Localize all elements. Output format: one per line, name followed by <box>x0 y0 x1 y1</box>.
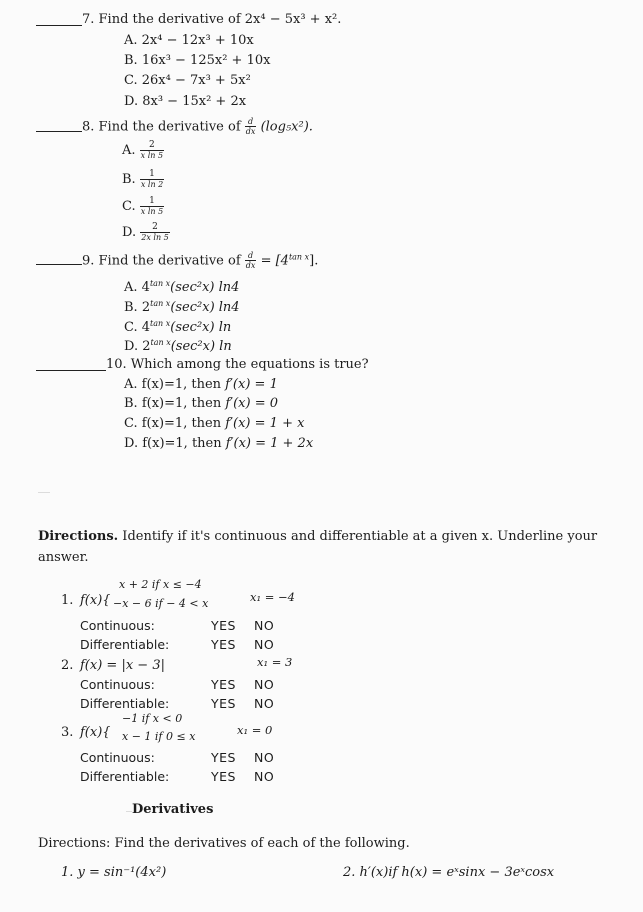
problem-3-continuous-no[interactable]: NO <box>254 750 275 765</box>
problem-2-continuous-no[interactable]: NO <box>254 677 275 692</box>
faint-mark <box>38 492 50 493</box>
q8-option-b <box>122 170 164 189</box>
q8-dx: dx <box>245 127 256 136</box>
problem-1-continuous-label: Continuous: <box>80 618 155 633</box>
question-10: 10. Which among the equations is true? <box>106 357 369 372</box>
q9-exponent: tan x <box>288 252 310 262</box>
q8-option-a-den: x ln 5 <box>140 151 164 160</box>
q10-option-d-text: D. f(x)=1, then <box>124 436 226 451</box>
q10-option-d-expr: f′(x) = 1 + 2x <box>225 436 314 451</box>
problem-3-differentiable-no[interactable]: NO <box>254 769 275 784</box>
problem-2-function: f(x) = |x − 3| <box>80 658 165 673</box>
q7-option-c: C. 26x⁴ − 7x³ + 5x² <box>124 73 251 88</box>
q9-option-b-base: 2 <box>141 300 151 315</box>
q10-option-a <box>124 378 278 391</box>
q8-option-a-letter: A. <box>122 143 136 158</box>
q9-expression: = [4 <box>260 253 289 269</box>
directions-line-1 <box>38 530 597 543</box>
q8-d: d <box>248 117 254 126</box>
problem-1-number: 1. <box>61 593 74 608</box>
q9-option-c-exp: tan x <box>150 319 171 328</box>
derivatives-item-2: 2. h′(x)if h(x) = eˣsinx − 3eˣcosx <box>343 865 555 880</box>
derivatives-item-1: 1. y = sin⁻¹(4x²) <box>61 865 167 880</box>
q10-option-c-expr: f′(x) = 1 + x <box>225 416 305 431</box>
problem-3-continuous-label: Continuous: <box>80 750 155 765</box>
problem-1-differentiable-no[interactable]: NO <box>254 637 275 652</box>
q10-option-a-text: A. f(x)=1, then <box>124 377 226 392</box>
q9-d: d <box>248 251 254 260</box>
q7-option-a: A. 2x⁴ − 12x³ + 10x <box>124 33 254 48</box>
q8-option-b-fraction <box>140 170 164 189</box>
q9-prefix: 9. Find the derivative of <box>82 253 241 269</box>
q9-expression-end: ]. <box>309 253 319 269</box>
q10-option-d <box>124 437 313 450</box>
q9-option-d-rest: (sec²x) ln <box>170 339 232 354</box>
problem-1-piece-1: x + 2 if x ≤ −4 <box>119 578 202 591</box>
q9-option-c-rest: (sec²x) ln <box>170 320 232 335</box>
q9-option-c-base: 4 <box>141 320 151 335</box>
q8-option-a <box>122 141 164 160</box>
q8-option-d-den: 2x ln 5 <box>141 233 169 242</box>
q7-option-b: B. 16x³ − 125x² + 10x <box>124 53 271 68</box>
q9-option-b-exp: tan x <box>150 299 171 308</box>
q9-option-c-letter: C. <box>124 320 138 335</box>
problem-2-differentiable-no[interactable]: NO <box>254 696 275 711</box>
problem-3-function: f(x){ <box>80 725 111 740</box>
q8-expression: (log₅x²). <box>260 119 313 135</box>
q8-option-c-den: x ln 5 <box>140 207 164 216</box>
problem-1-differentiable-label: Differentiable: <box>80 637 170 652</box>
q9-dx: dx <box>245 261 256 270</box>
q10-option-c <box>124 417 304 430</box>
q9-option-d-exp: tan x <box>150 338 171 347</box>
problem-3-piece-1: −1 if x < 0 <box>122 712 183 725</box>
problem-2-differentiable-yes[interactable]: YES <box>211 696 236 711</box>
q9-option-d-base: 2 <box>142 339 151 354</box>
problem-1-point: x₁ = −4 <box>250 590 295 604</box>
problem-1-differentiable-yes[interactable]: YES <box>211 637 236 652</box>
directions-label: Directions. <box>38 529 119 544</box>
answer-blank-q10[interactable] <box>36 370 106 371</box>
problem-2-continuous-yes[interactable]: YES <box>211 677 236 692</box>
directions-line-2: answer. <box>38 550 89 565</box>
q8-derivative-operator <box>245 118 257 136</box>
problem-3-differentiable-label: Differentiable: <box>80 769 170 784</box>
derivatives-directions: Directions: Find the derivatives of each of the following. <box>38 836 410 851</box>
q8-option-d-num: 2 <box>152 222 158 232</box>
problem-3-differentiable-yes[interactable]: YES <box>211 769 236 784</box>
answer-blank-q8[interactable] <box>36 131 82 132</box>
problem-1-continuous-no[interactable]: NO <box>254 618 275 633</box>
q9-option-a-exp: tan x <box>149 279 171 288</box>
q9-derivative-operator <box>245 252 257 270</box>
q8-option-d-letter: D. <box>122 225 137 240</box>
q8-option-d-fraction <box>140 223 170 242</box>
q8-option-a-num: 2 <box>149 140 155 150</box>
q9-option-a-letter: A. <box>124 280 138 295</box>
question-8 <box>82 118 313 136</box>
q9-option-d <box>124 339 232 353</box>
q9-option-a <box>124 280 239 294</box>
q9-option-c <box>124 320 231 334</box>
q8-option-b-letter: B. <box>122 172 136 187</box>
q8-option-c-num: 1 <box>149 196 155 206</box>
problem-3-continuous-yes[interactable]: YES <box>211 750 236 765</box>
problem-3-point: x₁ = 0 <box>237 723 273 737</box>
q8-option-b-den: x ln 2 <box>140 180 164 189</box>
q8-option-c-letter: C. <box>122 199 136 214</box>
q8-option-c <box>122 197 164 216</box>
problem-3-piece-2: x − 1 if 0 ≤ x <box>122 730 196 743</box>
question-9 <box>82 252 318 270</box>
q10-option-b-expr: f′(x) = 0 <box>225 396 278 411</box>
problem-2-continuous-label: Continuous: <box>80 677 155 692</box>
question-7: 7. Find the derivative of 2x⁴ − 5x³ + x². <box>82 12 342 27</box>
q8-option-a-fraction <box>140 141 164 160</box>
q8-option-c-fraction <box>140 197 164 216</box>
problem-1-piece-2: −x − 6 if − 4 < x <box>113 597 209 610</box>
problem-3-number: 3. <box>61 725 74 740</box>
q10-option-b <box>124 397 278 410</box>
derivatives-title: Derivatives <box>132 802 214 817</box>
q8-option-d <box>122 223 170 242</box>
q9-option-b <box>124 300 240 314</box>
problem-1-function: f(x){ <box>80 593 111 608</box>
directions-text: Identify if it's continuous and differentiable at a given x. Underline your <box>118 529 598 544</box>
problem-2-point: x₁ = 3 <box>257 655 293 669</box>
problem-2-differentiable-label: Differentiable: <box>80 696 170 711</box>
q10-option-b-text: B. f(x)=1, then <box>124 396 226 411</box>
answer-blank-q7[interactable] <box>36 25 82 26</box>
q9-option-a-rest: (sec²x) ln4 <box>170 280 240 295</box>
problem-2-number: 2. <box>61 658 74 673</box>
q9-option-a-base: 4 <box>141 280 150 295</box>
q8-option-b-num: 1 <box>149 169 155 179</box>
problem-1-continuous-yes[interactable]: YES <box>211 618 236 633</box>
q8-prefix: 8. Find the derivative of <box>82 119 241 135</box>
q10-option-a-expr: f′(x) = 1 <box>225 377 278 392</box>
q9-option-b-letter: B. <box>124 300 138 315</box>
q9-option-d-letter: D. <box>124 339 139 354</box>
answer-blank-q9[interactable] <box>36 264 82 265</box>
q10-option-c-text: C. f(x)=1, then <box>124 416 226 431</box>
q9-option-b-rest: (sec²x) ln4 <box>170 300 240 315</box>
q7-option-d: D. 8x³ − 15x² + 2x <box>124 94 247 109</box>
